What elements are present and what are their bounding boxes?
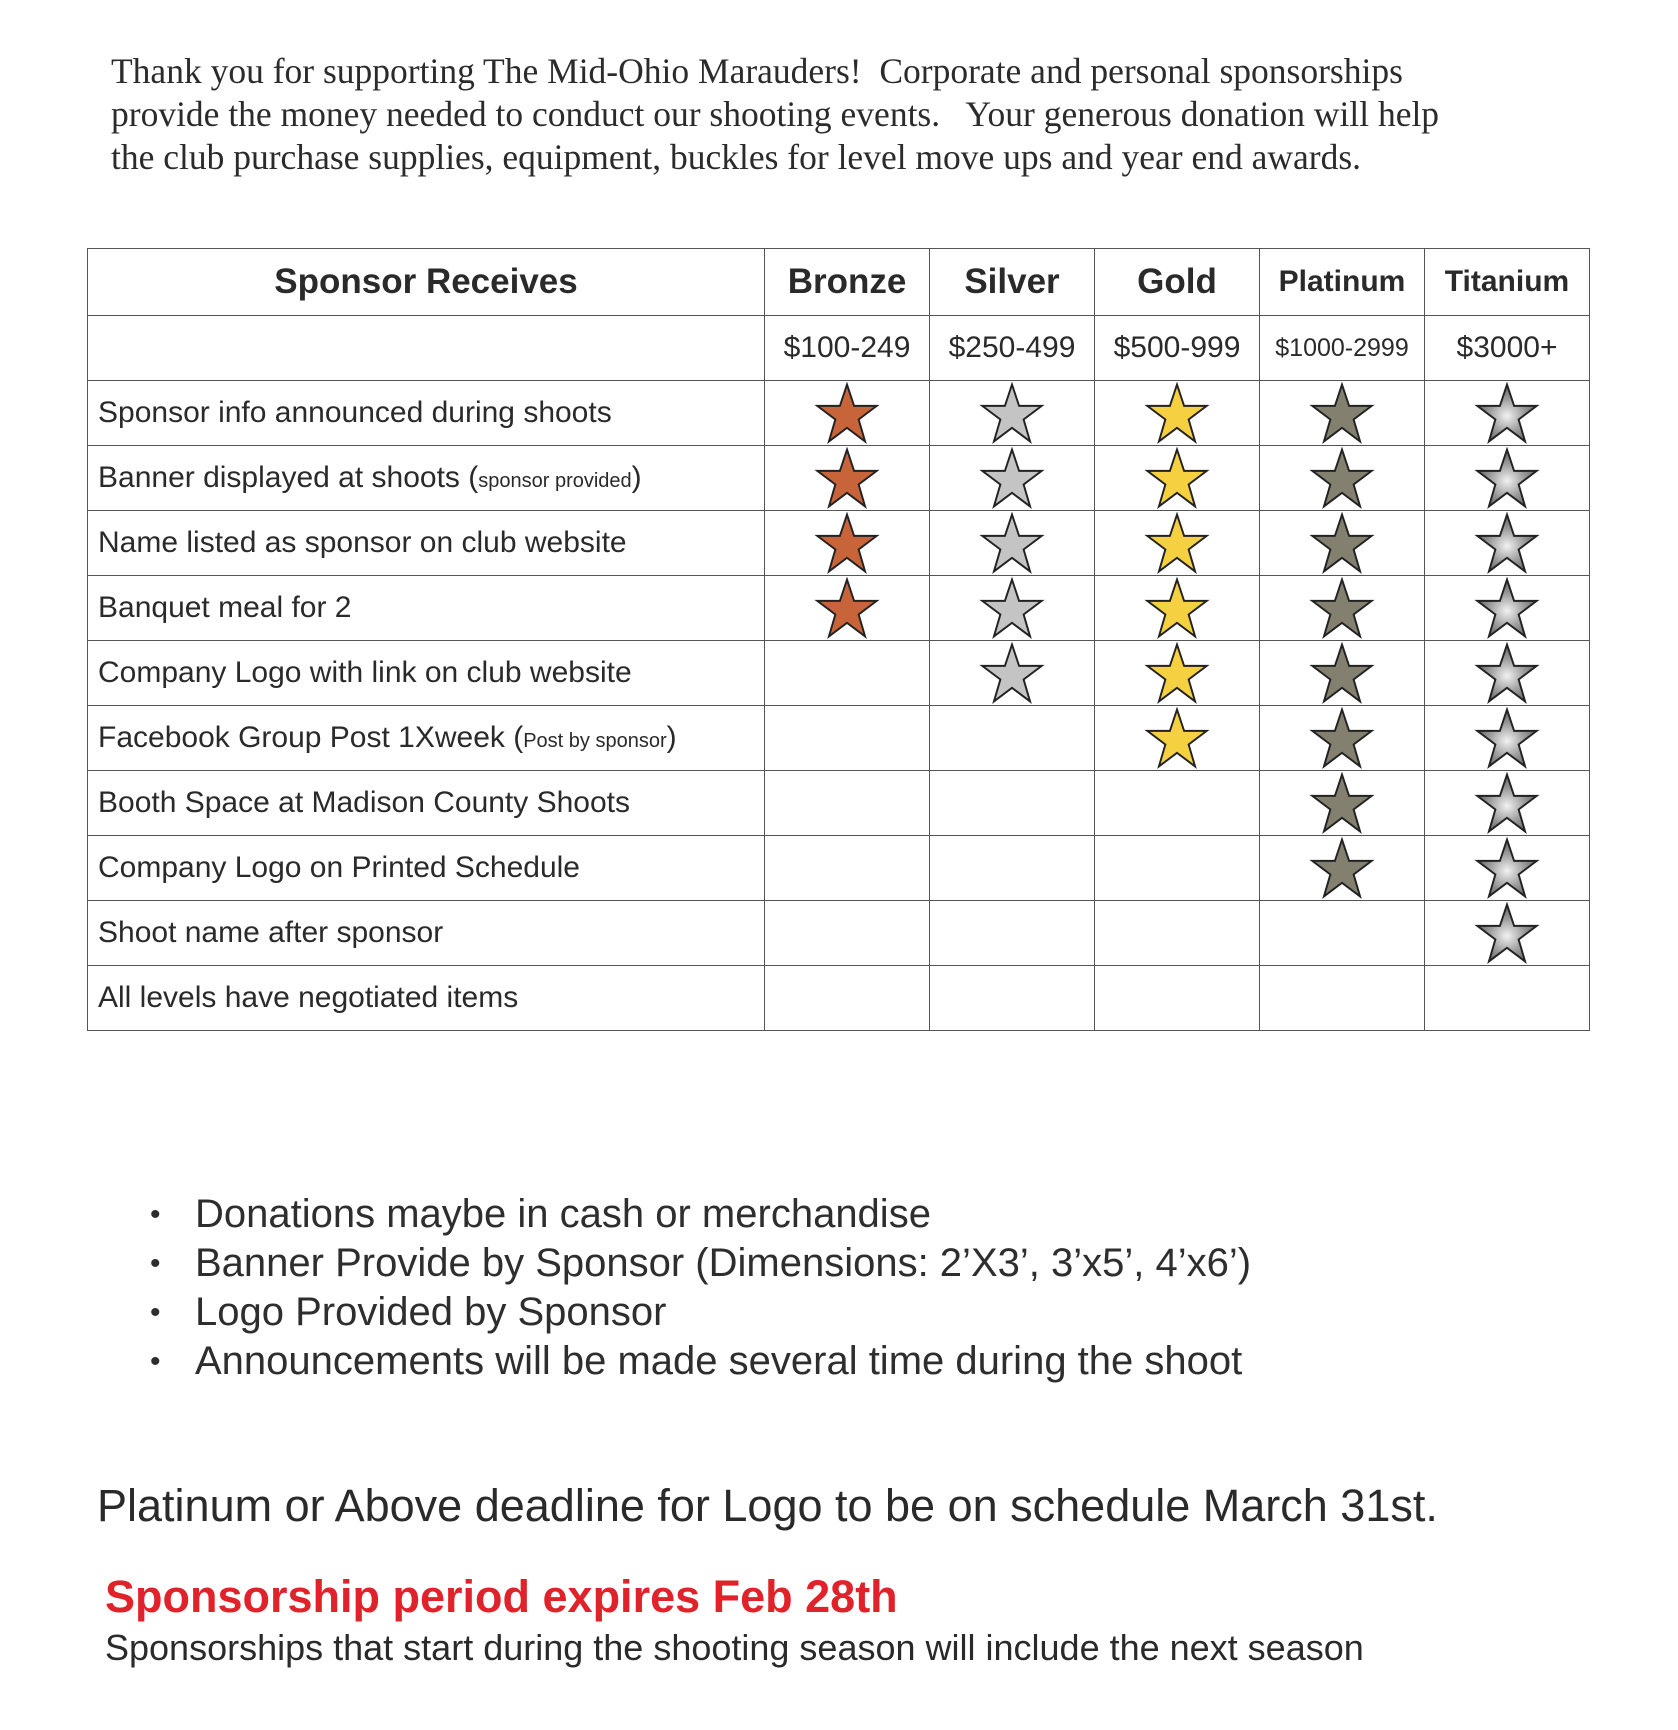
tier-cell-titanium bbox=[1425, 966, 1590, 1031]
tier-cell-silver bbox=[930, 771, 1095, 836]
star-icon bbox=[1309, 512, 1375, 574]
table-row bbox=[88, 511, 1590, 576]
star-icon bbox=[1309, 447, 1375, 509]
tier-cell-platinum bbox=[1260, 901, 1425, 966]
tier-cell-titanium bbox=[1425, 771, 1590, 836]
intro-line: the club purchase supplies, equipment, buckles for level move ups and year end awards. bbox=[111, 137, 1362, 177]
star-icon bbox=[1144, 512, 1210, 574]
star-icon bbox=[1474, 382, 1540, 444]
benefit-label bbox=[88, 511, 765, 576]
table-row bbox=[88, 446, 1590, 511]
tier-cell-bronze bbox=[765, 576, 930, 641]
star-icon bbox=[1474, 447, 1540, 509]
tier-cell-titanium bbox=[1425, 836, 1590, 901]
star-icon bbox=[1144, 642, 1210, 704]
tier-cell-silver bbox=[930, 446, 1095, 511]
star-icon bbox=[814, 577, 880, 639]
tier-price-platinum: $1000-2999 bbox=[1260, 316, 1425, 381]
benefit-text: All levels have negotiated items bbox=[98, 981, 519, 1014]
tier-price-bronze: $100-249 bbox=[765, 316, 930, 381]
star-icon bbox=[979, 512, 1045, 574]
tier-cell-bronze bbox=[765, 381, 930, 446]
tier-cell-silver bbox=[930, 511, 1095, 576]
benefit-label bbox=[88, 966, 765, 1031]
star-icon bbox=[1474, 642, 1540, 704]
star-icon bbox=[1474, 707, 1540, 769]
tier-cell-bronze bbox=[765, 966, 930, 1031]
tier-cell-platinum bbox=[1260, 771, 1425, 836]
table-row bbox=[88, 836, 1590, 901]
sponsor-receives-header: Sponsor Receives bbox=[88, 249, 765, 316]
tier-cell-gold bbox=[1095, 771, 1260, 836]
table-row bbox=[88, 771, 1590, 836]
sponsorship-table bbox=[87, 248, 1590, 1031]
tier-cell-platinum bbox=[1260, 446, 1425, 511]
benefit-text: Facebook Group Post 1Xweek ( bbox=[98, 721, 524, 754]
benefit-text: Name listed as sponsor on club website bbox=[98, 526, 627, 559]
tier-cell-gold bbox=[1095, 446, 1260, 511]
tier-cell-bronze bbox=[765, 836, 930, 901]
star-icon bbox=[1144, 577, 1210, 639]
empty-cell bbox=[88, 316, 765, 381]
star-icon bbox=[1309, 382, 1375, 444]
star-icon bbox=[1309, 772, 1375, 834]
star-icon bbox=[814, 512, 880, 574]
tier-cell-titanium bbox=[1425, 446, 1590, 511]
tier-name-bronze: Bronze bbox=[765, 249, 930, 316]
benefit-label bbox=[88, 576, 765, 641]
benefit-text: Banner displayed at shoots ( bbox=[98, 461, 479, 494]
tier-cell-gold bbox=[1095, 706, 1260, 771]
star-icon bbox=[1144, 447, 1210, 509]
star-icon bbox=[1309, 837, 1375, 899]
list-item: • Banner Provide by Sponsor (Dimensions: 2’X3’, 3’x5’, 4’x6’) bbox=[150, 1239, 1251, 1288]
list-item: • Logo Provided by Sponsor bbox=[150, 1288, 1251, 1337]
tier-name-platinum: Platinum bbox=[1260, 249, 1425, 316]
benefit-label bbox=[88, 901, 765, 966]
tier-cell-bronze bbox=[765, 511, 930, 576]
benefit-text: Sponsor info announced during shoots bbox=[98, 396, 612, 429]
next-season-note: Sponsorships that start during the shooting season will include the next season bbox=[105, 1627, 1364, 1668]
table-row bbox=[88, 966, 1590, 1031]
tier-cell-titanium bbox=[1425, 576, 1590, 641]
tier-cell-platinum bbox=[1260, 576, 1425, 641]
list-item: • Announcements will be made several time during the shoot bbox=[150, 1337, 1251, 1386]
star-icon bbox=[1474, 512, 1540, 574]
benefit-label bbox=[88, 771, 765, 836]
tier-cell-silver bbox=[930, 641, 1095, 706]
expiration-notice: Sponsorship period expires Feb 28th bbox=[105, 1571, 898, 1622]
benefit-text: Shoot name after sponsor bbox=[98, 916, 444, 949]
benefit-label bbox=[88, 706, 765, 771]
table-row bbox=[88, 641, 1590, 706]
notes-list bbox=[150, 1190, 1251, 1386]
benefit-text: Company Logo with link on club website bbox=[98, 656, 632, 689]
tier-cell-silver bbox=[930, 836, 1095, 901]
star-icon bbox=[1309, 642, 1375, 704]
logo-deadline-note: Platinum or Above deadline for Logo to be on schedule March 31st. bbox=[97, 1480, 1438, 1531]
tier-price-titanium: $3000+ bbox=[1425, 316, 1590, 381]
star-icon bbox=[1309, 707, 1375, 769]
tier-cell-titanium bbox=[1425, 706, 1590, 771]
tier-cell-titanium bbox=[1425, 901, 1590, 966]
tier-cell-gold bbox=[1095, 576, 1260, 641]
tier-name-gold: Gold bbox=[1095, 249, 1260, 316]
tier-cell-silver bbox=[930, 966, 1095, 1031]
tier-cell-bronze bbox=[765, 446, 930, 511]
star-icon bbox=[1474, 902, 1540, 964]
star-icon bbox=[1144, 707, 1210, 769]
tier-cell-silver bbox=[930, 706, 1095, 771]
tier-name-silver: Silver bbox=[930, 249, 1095, 316]
star-icon bbox=[979, 642, 1045, 704]
tier-cell-platinum bbox=[1260, 966, 1425, 1031]
star-icon bbox=[1144, 382, 1210, 444]
tier-cell-gold bbox=[1095, 641, 1260, 706]
star-icon bbox=[979, 447, 1045, 509]
benefit-text: Company Logo on Printed Schedule bbox=[98, 851, 580, 884]
tier-cell-silver bbox=[930, 381, 1095, 446]
table-row bbox=[88, 706, 1590, 771]
tier-cell-platinum bbox=[1260, 381, 1425, 446]
benefit-note-close: ) bbox=[666, 721, 677, 754]
tier-cell-titanium bbox=[1425, 641, 1590, 706]
star-icon bbox=[1474, 837, 1540, 899]
benefit-label bbox=[88, 381, 765, 446]
tier-cell-platinum bbox=[1260, 836, 1425, 901]
benefit-label bbox=[88, 836, 765, 901]
tier-cell-gold bbox=[1095, 966, 1260, 1031]
tier-cell-platinum bbox=[1260, 511, 1425, 576]
tier-cell-silver bbox=[930, 901, 1095, 966]
tier-cell-bronze bbox=[765, 641, 930, 706]
star-icon bbox=[979, 577, 1045, 639]
tier-cell-titanium bbox=[1425, 381, 1590, 446]
star-icon bbox=[1474, 772, 1540, 834]
benefit-text: Booth Space at Madison County Shoots bbox=[98, 786, 631, 819]
tier-cell-gold bbox=[1095, 901, 1260, 966]
star-icon bbox=[814, 382, 880, 444]
tier-cell-gold bbox=[1095, 381, 1260, 446]
tier-cell-bronze bbox=[765, 706, 930, 771]
benefit-note: Post by sponsor bbox=[523, 730, 667, 752]
table-row bbox=[88, 381, 1590, 446]
intro-line: Thank you for supporting The Mid-Ohio Marauders! Corporate and personal sponsorships bbox=[111, 51, 1403, 91]
intro-paragraph bbox=[111, 50, 1611, 179]
tier-cell-bronze bbox=[765, 901, 930, 966]
benefit-note-close: ) bbox=[631, 461, 642, 494]
benefit-text: Banquet meal for 2 bbox=[98, 591, 352, 624]
tier-name-titanium: Titanium bbox=[1425, 249, 1590, 316]
tier-cell-platinum bbox=[1260, 706, 1425, 771]
tier-cell-silver bbox=[930, 576, 1095, 641]
tier-price-row bbox=[88, 316, 1590, 381]
benefit-note: sponsor provided bbox=[478, 470, 632, 492]
tier-header-row bbox=[88, 249, 1590, 316]
intro-line: provide the money needed to conduct our shooting events. Your generous donation will help bbox=[111, 94, 1440, 134]
star-icon bbox=[979, 382, 1045, 444]
table-row bbox=[88, 576, 1590, 641]
benefit-label bbox=[88, 446, 765, 511]
tier-cell-platinum bbox=[1260, 641, 1425, 706]
tier-price-silver: $250-499 bbox=[930, 316, 1095, 381]
benefit-label bbox=[88, 641, 765, 706]
table-row bbox=[88, 901, 1590, 966]
star-icon bbox=[1474, 577, 1540, 639]
star-icon bbox=[1309, 577, 1375, 639]
tier-price-gold: $500-999 bbox=[1095, 316, 1260, 381]
tier-cell-titanium bbox=[1425, 511, 1590, 576]
list-item: • Donations maybe in cash or merchandise bbox=[150, 1190, 1251, 1239]
tier-cell-gold bbox=[1095, 836, 1260, 901]
star-icon bbox=[814, 447, 880, 509]
tier-cell-gold bbox=[1095, 511, 1260, 576]
tier-cell-bronze bbox=[765, 771, 930, 836]
